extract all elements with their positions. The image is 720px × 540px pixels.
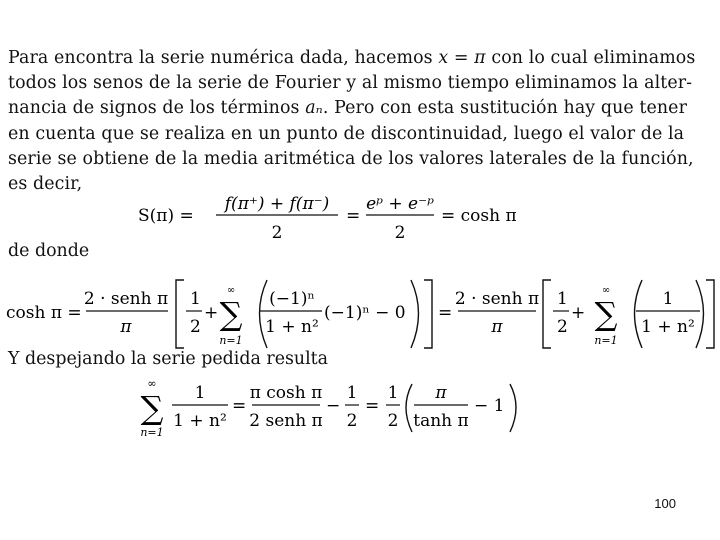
eq2-right-sum-upper-limit: ∞ bbox=[601, 285, 611, 296]
inline-math-a-n: aₙ bbox=[305, 98, 323, 119]
eq2-right-prefactor-denominator: π bbox=[491, 317, 503, 337]
eq3-frac2-numerator: π cosh π bbox=[249, 383, 323, 403]
eq3-frac5-denominator: tanh π bbox=[413, 411, 469, 431]
eq3-minus: − bbox=[326, 396, 341, 416]
eq2-half-denominator: 2 bbox=[190, 317, 201, 337]
page-number: 100 bbox=[654, 496, 676, 511]
eq3-left-paren bbox=[406, 384, 412, 432]
equation-s-of-pi bbox=[138, 192, 538, 244]
eq2-right-bracket bbox=[424, 280, 432, 348]
paragraph-text: con lo cual eliminamos bbox=[491, 48, 696, 68]
eq3-tail: − 1 bbox=[474, 396, 505, 416]
paragraph-line-2: todos los senos de la serie de Fourier y al mismo tiempo eliminamos la alter- bbox=[8, 73, 693, 94]
eq1-frac1-numerator: f(π⁺) + f(π⁻) bbox=[224, 194, 330, 214]
eq2-inner-denominator: 1 + n² bbox=[265, 317, 319, 337]
eq2-half-numerator: 1 bbox=[190, 289, 201, 309]
eq2-right-right-bracket bbox=[706, 280, 714, 348]
eq3-frac2-denominator: 2 senh π bbox=[249, 411, 323, 431]
eq1-equals: = bbox=[346, 206, 361, 226]
eq2-lhs: cosh π = bbox=[6, 303, 82, 323]
eq2-left-paren bbox=[260, 280, 268, 348]
paragraph-line-5: serie se obtiene de la media aritmética de los valores laterales de la función, bbox=[8, 148, 694, 169]
eq2-plus: + bbox=[204, 303, 219, 323]
eq2-right-prefactor-numerator: 2 · senh π bbox=[454, 289, 540, 309]
eq3-frac1-numerator: 1 bbox=[194, 383, 206, 403]
eq2-right-left-paren bbox=[635, 280, 643, 348]
eq3-frac5-numerator: π bbox=[435, 383, 447, 403]
equation-final-result bbox=[134, 376, 534, 442]
eq3-frac1-denominator: 1 + n² bbox=[173, 411, 227, 431]
eq3-equals-2: = bbox=[365, 396, 380, 416]
inline-math-x-equals-pi: x = π bbox=[438, 48, 486, 68]
eq2-right-inner-numerator: 1 bbox=[662, 289, 674, 309]
paragraph-text: nancia de signos de los términos bbox=[8, 98, 300, 119]
eq2-inner-tail: (−1)ⁿ − 0 bbox=[324, 303, 406, 323]
eq2-prefactor-numerator: 2 · senh π bbox=[83, 289, 169, 309]
paragraph-text: . Pero con esta sustitución hay que tener bbox=[322, 98, 687, 119]
eq2-right-paren bbox=[411, 280, 419, 348]
eq3-equals-1: = bbox=[232, 396, 247, 416]
eq2-left-bracket bbox=[176, 280, 184, 348]
paragraph-line-1 bbox=[8, 46, 696, 71]
eq3-right-paren bbox=[510, 384, 516, 432]
eq2-inner-numerator: (−1)ⁿ bbox=[269, 289, 315, 309]
eq1-frac2-numerator: eᵖ + e⁻ᵖ bbox=[366, 194, 434, 214]
eq3-frac3-numerator: 1 bbox=[346, 383, 358, 403]
eq3-sum-upper-limit: ∞ bbox=[147, 377, 157, 390]
equation-cosh-pi-series bbox=[6, 266, 718, 352]
intro-paragraph bbox=[8, 46, 696, 197]
eq2-prefactor-denominator: π bbox=[120, 317, 132, 337]
eq1-frac2-denominator: 2 bbox=[394, 223, 406, 243]
eq2-sum-upper-limit: ∞ bbox=[226, 285, 236, 296]
text-despejando: Y despejando la serie pedida resulta bbox=[8, 349, 329, 369]
eq2-right-inner-denominator: 1 + n² bbox=[641, 317, 695, 337]
eq2-right-half-denominator: 2 bbox=[557, 317, 568, 337]
paragraph-line-3 bbox=[8, 96, 687, 121]
eq2-summation-sign: ∑ bbox=[219, 295, 243, 333]
eq2-right-right-paren bbox=[696, 280, 704, 348]
eq2-right-plus: + bbox=[571, 303, 586, 323]
eq2-equals: = bbox=[438, 303, 453, 323]
eq3-frac4-numerator: 1 bbox=[387, 383, 399, 403]
eq1-lhs: S(π) = bbox=[138, 206, 194, 226]
eq3-frac3-denominator: 2 bbox=[346, 411, 358, 431]
eq1-frac1-denominator: 2 bbox=[271, 223, 283, 243]
paragraph-line-6: es decir, bbox=[8, 174, 83, 195]
paragraph-line-4: en cuenta que se realiza en un punto de discontinuidad, luego el valor de la bbox=[8, 123, 685, 144]
paragraph-text: Para encontra la serie numérica dada, hacemos bbox=[8, 48, 433, 68]
eq3-frac4-denominator: 2 bbox=[387, 411, 399, 431]
eq1-rhs: = cosh π bbox=[441, 206, 517, 226]
text-de-donde: de donde bbox=[8, 241, 90, 261]
eq2-right-left-bracket bbox=[543, 280, 551, 348]
eq2-right-sum-lower-limit: n=1 bbox=[594, 334, 618, 347]
eq2-right-summation-sign: ∑ bbox=[594, 295, 618, 333]
eq3-sum-lower-limit: n=1 bbox=[140, 426, 164, 439]
eq2-sum-lower-limit: n=1 bbox=[219, 334, 243, 347]
eq2-right-half-numerator: 1 bbox=[557, 289, 568, 309]
eq3-summation-sign: ∑ bbox=[140, 389, 164, 427]
